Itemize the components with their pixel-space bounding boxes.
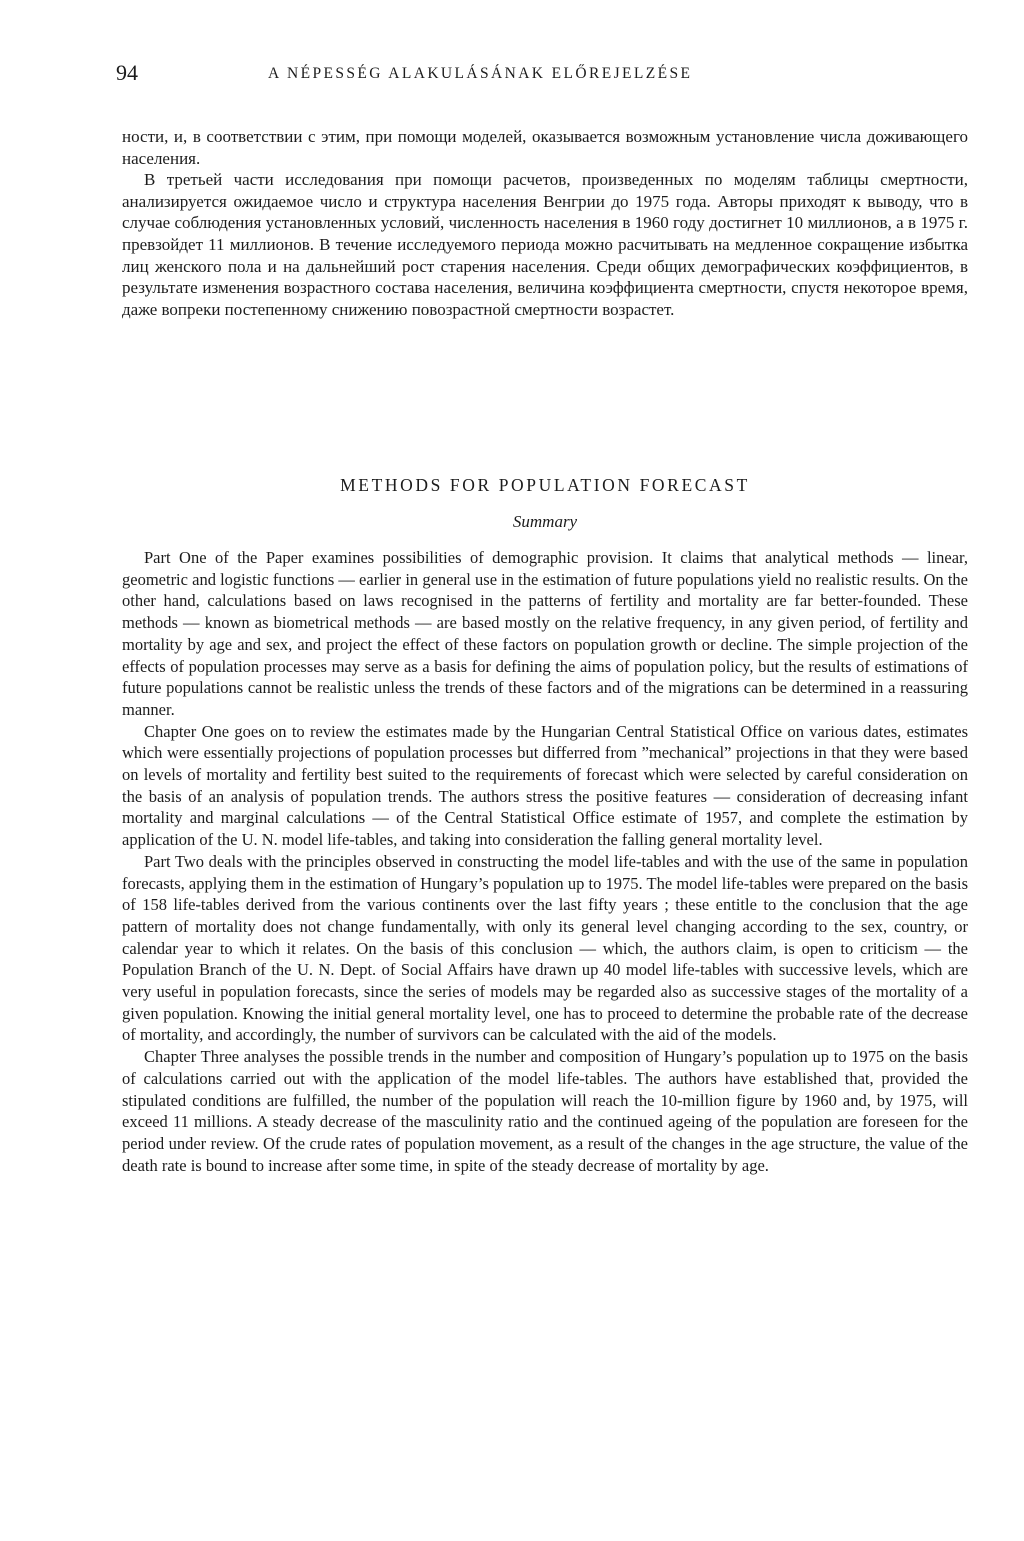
page-header <box>116 58 968 90</box>
summary-paragraph: Chapter Three analyses the possible trends in the number and composition of Hungary’s population up to 1975 on the basis of calculations carried out with the application of the model life-tables. The authors have established that, provided the stipulated conditions are fulfilled, the number of the population will reach the 10-million figure by 1960 and, by 1975, will exceed 11 millions. A steady decrease of the masculinity ratio and the continued ageing of the population are foreseen for the period under review. Of the crude rates of population movement, as a result of the changes in the age structure, the value of the death rate is bound to increase after some time, in spite of the steady decrease of mortality by age. <box>122 1047 968 1175</box>
russian-paragraph: В третьей части исследования при помощи расчетов, произведенных по моделям таблицы смертности, анализируется ожидаемое число и структура населения Венгрии до 1975 года. Авторы приходят к выводу, что в случае соблюдения установленных условий, численность населения в 1960 году достигнет 10 миллионов, а в 1975 г. превзойдет 11 миллионов. В течение исследуемого периода можно расчитывать на медленное сокращение избытка лиц женского пола и на дальнейший рост старения населения. Среди общих демографических коэффициентов, в результате изменения возрастного состава населения, величина коэффициента смертности, спустя некоторое время, даже вопреки постепенному снижению повозрастной смертности возрастет. <box>122 170 968 319</box>
summary-paragraph: Part Two deals with the principles observed in constructing the model life-tables and with the use of the same in population forecasts, applying them in the estimation of Hungary’s population up to 1975. The model life-tables were prepared on the basis of 158 life-tables derived from the various continents over the last fifty years ; these entitle to the conclusion that the age pattern of mortality does not change fundamentally, with only its general level changing according to the sex, country, or calendar year to which it relates. On the basis of this conclusion — which, the authors claim, is open to criticism — the Population Branch of the U. N. Dept. of Social Affairs have drawn up 40 model life-tables with successive levels, which are very useful in population forecasts, since the series of models may be regarded also as successive stages of the mortality of a given population. Knowing the initial general mortality level, one has to proceed to determine the probable rate of the decrease of mortality, and accordingly, the number of survivors can be calculated with the aid of the models. <box>122 851 968 1045</box>
running-title: A NÉPESSÉG ALAKULÁSÁNAK ELŐREJELZÉSE <box>268 65 693 82</box>
section-title: METHODS FOR POPULATION FORECAST <box>340 475 750 495</box>
summary-label: Summary <box>512 512 578 531</box>
book-page <box>116 0 968 1541</box>
page-number: 94 <box>116 60 138 85</box>
summary-paragraph: Chapter One goes on to review the estimates made by the Hungarian Central Statistical Office on various dates, estimates which were essentially projections of population processes but differred from ”mechanical” projections in that they were based on levels of mortality and fertility best suited to the requirements of forecast which were selected by careful consideration on the basis of an analysis of population trends. The authors stress the positive features — consideration of decreasing infant mortality and marginal calculations — of the Central Statistical Office estimate of 1957, and complete the estimation by application of the U. N. model life-tables, and taking into consideration the falling general mortality level. <box>122 721 968 850</box>
russian-summary-text <box>122 126 968 320</box>
russian-paragraph: ности, и, в соответствии с этим, при помощи моделей, оказывается возможным установление числа доживающего населения. <box>122 127 968 168</box>
summary-paragraph: Part One of the Paper examines possibilities of demographic provision. It claims that analytical methods — linear, geometric and logistic functions — earlier in general use in the estimation of future populations yield no realistic results. On the other hand, calculations based on laws recognised in the patterns of fertility and mortality are far better-founded. These methods — known as biometrical methods — are based mostly on the relative frequency, in any given period, of fertility and mortality by age and sex, and project the effect of these factors on population growth or decline. The simple projection of the effects of population processes may serve as a basis for defining the aims of population policy, but the results of estimations of future populations cannot be realistic unless the trends of these factors and of the migrations can be determined in a reassuring manner. <box>122 548 968 719</box>
english-summary-text <box>122 547 968 1176</box>
